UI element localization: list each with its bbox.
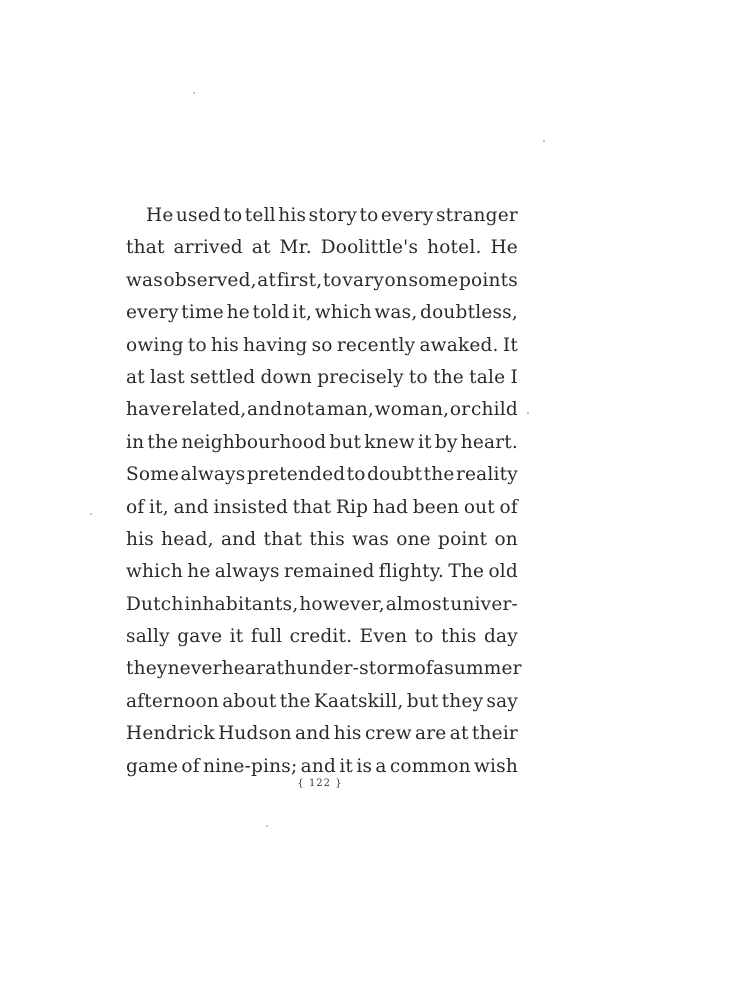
- word: afternoon: [126, 690, 220, 712]
- word: some: [408, 269, 459, 291]
- word: the: [279, 690, 311, 712]
- paper-speck: [527, 412, 529, 414]
- text-line-14: [126, 621, 518, 653]
- word: was,: [374, 302, 418, 324]
- word: settled: [189, 366, 256, 388]
- word: on: [494, 528, 518, 550]
- word: that: [292, 496, 332, 518]
- word: time: [181, 302, 224, 324]
- word: The: [448, 561, 485, 583]
- word: that: [263, 528, 303, 550]
- word: almost: [385, 593, 450, 615]
- word: It: [502, 334, 518, 356]
- word: gave: [177, 626, 223, 648]
- word: woman,: [374, 399, 450, 421]
- word: but: [329, 431, 362, 453]
- word: had: [372, 496, 409, 518]
- word: first,: [276, 269, 323, 291]
- word: one: [396, 528, 431, 550]
- word: and: [246, 399, 283, 421]
- word: they: [441, 690, 484, 712]
- word: out: [463, 496, 495, 518]
- word: full: [250, 626, 283, 648]
- word: owing: [126, 334, 184, 356]
- body-text: [126, 200, 522, 783]
- word: to: [322, 269, 342, 291]
- word: he: [226, 302, 250, 324]
- word: say: [486, 690, 518, 712]
- word: to: [223, 205, 243, 226]
- word: points: [459, 269, 518, 291]
- word: recently: [336, 334, 416, 356]
- text-line-16: [126, 686, 518, 718]
- word: have: [126, 399, 172, 421]
- paper-speck: [543, 140, 545, 142]
- word: and: [173, 496, 209, 518]
- word: been: [412, 496, 460, 518]
- word: Kaatskill,: [313, 690, 404, 712]
- word: Rip: [335, 496, 369, 518]
- word: which: [314, 302, 372, 324]
- word: his: [211, 334, 239, 356]
- word: told: [252, 302, 290, 324]
- word: it: [418, 431, 432, 453]
- page-number: { 122 }: [297, 778, 343, 789]
- word: credit.: [289, 626, 353, 648]
- word: it: [339, 755, 354, 777]
- text-line-15: [126, 653, 522, 685]
- text-line-7: [126, 394, 518, 426]
- word: tell: [244, 205, 276, 226]
- text-line-10: [126, 492, 518, 524]
- word: crew: [364, 723, 412, 745]
- word: was: [352, 528, 390, 550]
- word: doubtless,: [420, 302, 518, 324]
- word: which: [126, 561, 183, 583]
- paper-speck: [266, 825, 268, 827]
- word: common: [389, 755, 471, 777]
- word: to: [414, 626, 434, 648]
- word: summer: [444, 658, 522, 680]
- word: his: [333, 723, 362, 745]
- text-line-5: [126, 330, 518, 362]
- word: head,: [161, 528, 214, 550]
- word: their: [471, 723, 518, 745]
- word: of: [126, 496, 145, 518]
- word: related,: [171, 399, 247, 421]
- word: that: [126, 237, 165, 259]
- word: the: [433, 366, 464, 388]
- word: child: [470, 399, 518, 421]
- word: old: [488, 561, 518, 583]
- word: to: [359, 205, 379, 226]
- word: this: [441, 626, 477, 648]
- word: Even: [359, 626, 408, 648]
- word: on: [384, 269, 408, 291]
- word: and: [295, 723, 331, 745]
- word: pretended: [246, 464, 346, 486]
- word: was: [126, 269, 163, 291]
- word: univer-: [450, 593, 518, 615]
- text-line-6: [126, 362, 518, 394]
- word: wish: [473, 755, 518, 777]
- word: story: [308, 205, 357, 226]
- word: it: [229, 626, 244, 648]
- word: used: [175, 205, 221, 226]
- word: down: [260, 366, 313, 388]
- word: it,: [292, 302, 313, 324]
- word: I: [510, 366, 518, 388]
- word: hotel.: [427, 237, 482, 259]
- word: about: [222, 690, 277, 712]
- word: or: [449, 399, 471, 421]
- word: tale: [469, 366, 506, 388]
- word: Mr.: [279, 237, 312, 259]
- word: Doolittle's: [320, 237, 419, 259]
- word: the: [423, 464, 455, 486]
- word: not: [283, 399, 315, 421]
- word: a: [432, 658, 445, 680]
- word: they: [126, 658, 168, 680]
- word: never: [167, 658, 222, 680]
- word: however,: [299, 593, 385, 615]
- word: at: [251, 237, 271, 259]
- word: every: [126, 302, 179, 324]
- word: point: [438, 528, 488, 550]
- word: the: [147, 431, 179, 453]
- word: insisted: [213, 496, 289, 518]
- word: so: [311, 334, 333, 356]
- word: by: [434, 431, 458, 453]
- text-line-4: [126, 297, 518, 329]
- paper-speck: [90, 513, 92, 515]
- word: Hudson: [218, 723, 292, 745]
- word: flighty.: [378, 561, 445, 583]
- text-line-2: [126, 232, 518, 264]
- word: his: [126, 528, 154, 550]
- word: precisely: [317, 366, 404, 388]
- word: of: [181, 755, 200, 777]
- text-line-12: [126, 556, 518, 588]
- word: and: [220, 528, 257, 550]
- word: sally: [126, 626, 170, 648]
- word: heart.: [460, 431, 518, 453]
- word: He: [490, 237, 518, 259]
- word: to: [408, 366, 428, 388]
- word: is: [356, 755, 373, 777]
- word: reality: [455, 464, 518, 486]
- word: and: [300, 755, 337, 777]
- word: of: [499, 496, 518, 518]
- word: thunder-storm: [276, 658, 415, 680]
- word: He: [146, 205, 174, 226]
- paper-speck: [193, 92, 195, 94]
- word: a: [314, 399, 327, 421]
- word: a: [265, 658, 277, 680]
- word: Some: [126, 464, 180, 486]
- word: Hendrick: [126, 723, 215, 745]
- word: Dutch: [126, 593, 184, 615]
- word: having: [243, 334, 308, 356]
- word: in: [126, 431, 145, 453]
- word: stranger: [435, 205, 518, 226]
- word: at: [449, 723, 469, 745]
- word: knew: [364, 431, 415, 453]
- word: always: [180, 464, 246, 486]
- word: remained: [283, 561, 375, 583]
- word: every: [380, 205, 434, 226]
- word: arrived: [173, 237, 243, 259]
- word: of: [414, 658, 433, 680]
- word: always: [214, 561, 280, 583]
- text-line-9: [126, 459, 518, 491]
- word: inhabitants,: [184, 593, 299, 615]
- word: a: [375, 755, 387, 777]
- word: to: [187, 334, 207, 356]
- word: are: [415, 723, 447, 745]
- word: at: [126, 366, 145, 388]
- word: observed,: [163, 269, 257, 291]
- text-line-8: [126, 427, 518, 459]
- word: last: [150, 366, 185, 388]
- text-line-3: [126, 265, 518, 297]
- text-line-11: [126, 524, 518, 556]
- word: it,: [149, 496, 169, 518]
- word: game: [126, 755, 179, 777]
- word: man,: [326, 399, 374, 421]
- word: but: [406, 690, 439, 712]
- word: doubt: [367, 464, 423, 486]
- word: at: [257, 269, 277, 291]
- word: day: [484, 626, 518, 648]
- word: neighbourhood: [181, 431, 327, 453]
- word: this: [309, 528, 345, 550]
- text-line-13: [126, 589, 518, 621]
- word: his: [278, 205, 307, 226]
- word: vary: [342, 269, 384, 291]
- word: nine-pins;: [203, 755, 298, 777]
- word: he: [187, 561, 211, 583]
- text-line-17: [126, 718, 518, 750]
- word: hear: [221, 658, 266, 680]
- word: to: [346, 464, 366, 486]
- text-line-1: [126, 200, 518, 232]
- word: awaked.: [419, 334, 499, 356]
